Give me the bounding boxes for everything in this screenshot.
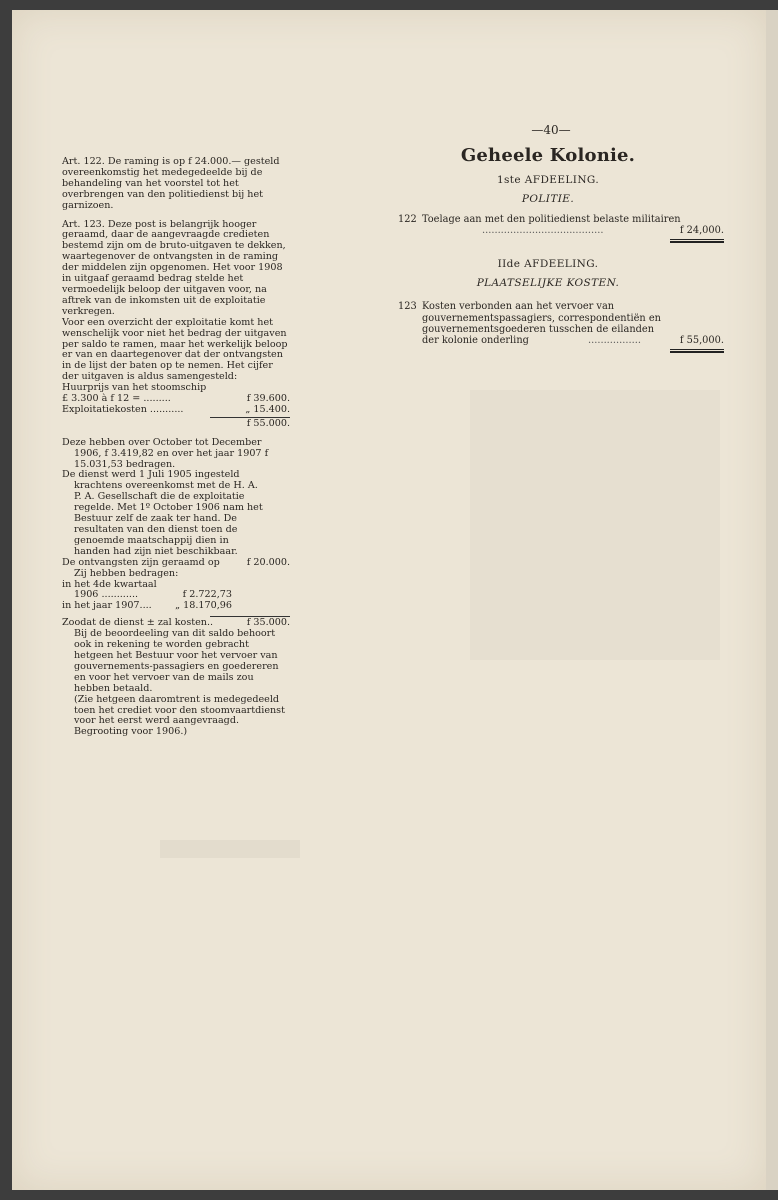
costs-paragraph: Deze hebben over October tot December 1906, f 3.419,82 en over het jaar 1907 f 15.031,53 bedragen. bbox=[62, 436, 269, 470]
total-row bbox=[62, 419, 290, 430]
huur-label: Huurprijs van het stoomschip bbox=[62, 382, 207, 394]
service-paragraph: De dienst werd 1 Juli 1905 ingesteld krachtens overeenkomst met de H. A. P. A. Gesellschaft die de exploitatie regelde. Met 1º October 1906 nam het Bestuur zelf de zaak ter hand. De resultaten van den dienst toen de genoemde maatschappij dien in handen had zijn niet beschikbaar. bbox=[62, 469, 263, 557]
item-123-dots: ................. bbox=[588, 335, 641, 347]
left-column bbox=[62, 157, 290, 738]
section-1-heading: 1ste AFDEELING. bbox=[496, 174, 600, 187]
item-122-amount: f 24,000. bbox=[679, 224, 724, 236]
y1907-row bbox=[62, 601, 232, 612]
subsection-politie: POLITIE. bbox=[521, 193, 575, 206]
expl-label: Exploitatiekosten ........... bbox=[62, 403, 184, 415]
bedragen-label: Zij hebben bedragen: bbox=[74, 567, 179, 579]
note-paragraph: (Zie hetgeen daaromtrent is medegedeeld toen het crediet voor den stoomvaartdienst voor het eerst werd aangevraagd. Begrooting voor 1906.) bbox=[74, 693, 285, 738]
overview-paragraph: Voor een overzicht der exploitatie komt het wenschelijk voor niet het bedrag der uitgaven per saldo te ramen, maar het werkelijk beloop er van en daartegenover dat der ontvangsten in de lijst der baten op te nemen. Het cijfer der uitgaven is aldus samengesteld: bbox=[62, 316, 288, 383]
y1907-amount: „ 18.170,96 bbox=[175, 600, 232, 612]
art-123-paragraph: Art. 123. Deze post is belangrijk hooger geraamd, daar de aangevraagde credieten bestemd zijn om de bruto-uitgaven te dekken, waartegenover de ontvangsten in de raming der middelen zijn opgenomen. Het voor 1908 in uitgaaf geraamd bedrag stelde het vermoedelijk beloop der uitgaven voor, na aftrek van de inkomsten uit de exploitatie verkregen. bbox=[62, 218, 286, 317]
expl-amount: „ 15.400. bbox=[245, 403, 290, 415]
q4-amount: f 2.722,73 bbox=[182, 589, 232, 601]
section-2-heading: IIde AFDEELING. bbox=[497, 258, 599, 271]
ontvangsten-amount: f 20.000. bbox=[246, 556, 290, 568]
item-122-text: Toelage aan met den politiedienst belaste militairen bbox=[422, 213, 681, 225]
right-column bbox=[398, 125, 724, 353]
art-122-paragraph: Art. 122. De raming is op f 24.000.— gesteld overeenkomstig het medegedeelde bij de behandeling van het voorstel tot het overbrengen van den politiedienst bij het garnizoen. bbox=[62, 156, 280, 211]
page-number: —40— bbox=[531, 123, 571, 137]
y1907-label: in het jaar 1907.... bbox=[62, 600, 152, 612]
item-123-rule bbox=[670, 349, 724, 353]
bleed-through-ghost bbox=[470, 390, 720, 660]
item-122-number: 122 bbox=[398, 213, 417, 225]
zoodat-label: Zoodat de dienst ± zal kosten.. bbox=[62, 617, 214, 629]
page-edge bbox=[766, 10, 778, 1190]
q4-label: in het 4de kwartaal bbox=[62, 578, 157, 590]
q4-year: 1906 ............ bbox=[74, 589, 139, 601]
huur-calc: £ 3.300 à f 12 = ......... bbox=[62, 393, 171, 405]
item-122-dots: ....................................... bbox=[482, 224, 604, 236]
bleed-through-ghost bbox=[160, 840, 300, 858]
budget-item-122 bbox=[398, 214, 724, 225]
ontvangsten-label: De ontvangsten zijn geraamd op bbox=[62, 556, 220, 568]
total-amount: f 55.000. bbox=[246, 417, 290, 429]
item-123-number: 123 bbox=[398, 301, 417, 313]
item-123-text: Kosten verbonden aan het vervoer van gouvernementspassagiers, correspondentiën en gouvernementsgoederen tusschen de eilanden der kolonie onderling bbox=[422, 301, 661, 347]
ontvangsten-row bbox=[62, 558, 290, 569]
item-122-rule bbox=[670, 239, 724, 243]
page-title: Geheele Kolonie. bbox=[460, 145, 636, 167]
beoordeeling-paragraph: Bij de beoordeeling van dit saldo behoort ook in rekening te worden gebracht hetgeen het Bestuur voor het vervoer van gouvernements-passagiers en goedereren en voor het vervoer van de mails zou hebben betaald. bbox=[74, 628, 279, 694]
huur-amount: f 39.600. bbox=[246, 393, 290, 405]
item-123-amount: f 55,000. bbox=[679, 335, 724, 347]
item-122-amount-row bbox=[398, 225, 724, 236]
expl-row bbox=[62, 405, 290, 416]
zoodat-amount: f 35.000. bbox=[246, 617, 290, 629]
subsection-plaatselijke-kosten: PLAATSELIJKE KOSTEN. bbox=[476, 277, 620, 290]
